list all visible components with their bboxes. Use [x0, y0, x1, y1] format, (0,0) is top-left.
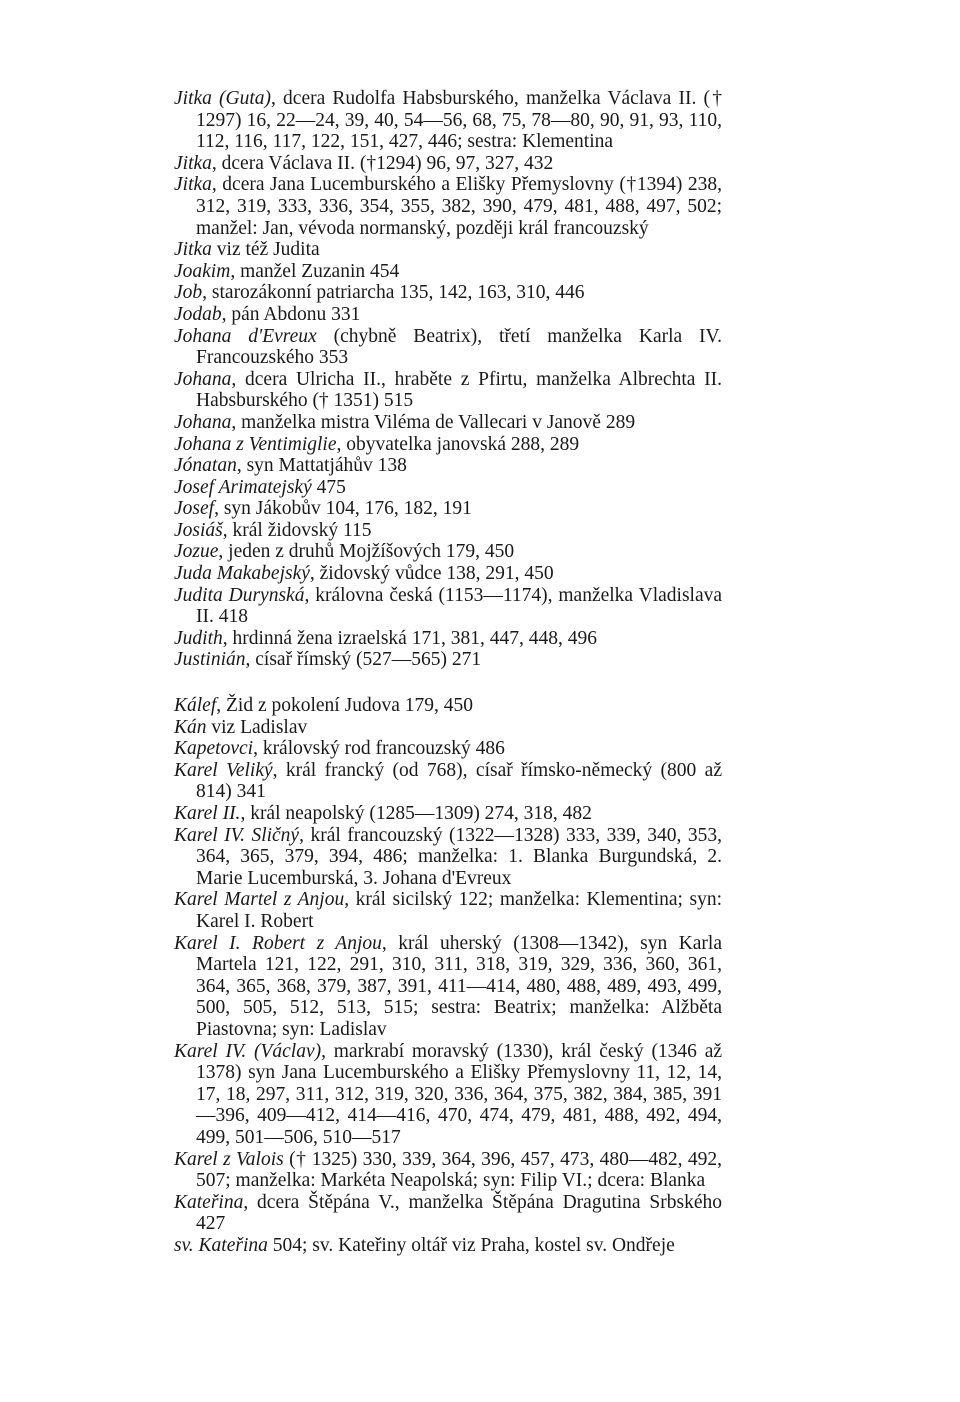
entry-text: , dcera Ulricha II., hraběte z Pfirtu, manželka Albrechta II. Habsburského († 1351) 515: [196, 368, 722, 412]
entry-name: Kán: [174, 716, 207, 738]
entry-name: Karel Veliký: [174, 759, 273, 781]
entry-name: Karel z Valois: [174, 1148, 284, 1170]
entry-text: , syn Jákobův 104, 176, 182, 191: [214, 498, 472, 520]
index-entry: [174, 412, 722, 434]
entry-name: Johana: [174, 368, 232, 390]
entry-name: Josef: [174, 498, 215, 520]
entry-name: Judita Durynská: [174, 584, 305, 606]
entry-name: Justinián: [174, 649, 246, 671]
entry-text: viz též Judita: [211, 239, 320, 261]
entry-text: , dcera Rudolfa Habsburského, manželka Václava II. († 1297) 16, 22—24, 39, 40, 54—56, 68, 75, 78—80, 90, 91, 93, 110, 112, 116, 117, 122, 151, 427, 446; sestra: Klementina: [196, 88, 722, 153]
entry-name: Karel Martel z Anjou: [174, 889, 345, 911]
entry-text: , pán Abdonu 331: [221, 303, 361, 325]
entry-name: Judith: [174, 627, 223, 649]
entry-text: , král uherský (1308—1342), syn Karla Martela 121, 122, 291, 310, 311, 318, 319, 329, 336, 360, 361, 364, 365, 368, 379, 387, 391, 411—414, 480, 488, 489, 493, 499, 500, 505, 512, 513, 515; sestra: Beatrix; manželka: Alžběta Piastovna; syn: Ladislav: [196, 932, 722, 1040]
index-entry: [174, 738, 722, 760]
index-entry: [174, 1041, 722, 1149]
entry-name: Jitka: [174, 174, 212, 196]
index-entry: [174, 153, 722, 175]
entry-name: Juda Makabejský: [174, 563, 310, 585]
entry-text: , král sicilský 122; manželka: Klementina; syn: Karel I. Robert: [196, 889, 722, 932]
entry-name: Karel IV. Sličný: [174, 824, 300, 846]
index-entry: [174, 304, 722, 326]
entry-text: , císař římský (527—565) 271: [245, 649, 482, 671]
index-entry: [174, 889, 722, 932]
index-entry: [174, 563, 722, 585]
index-entry: [174, 585, 722, 628]
entry-text: , starozákonní patriarcha 135, 142, 163, 310, 446: [202, 282, 585, 304]
index-entry: [174, 628, 722, 650]
index-entry: [174, 174, 722, 239]
index-section-k: [174, 695, 722, 1256]
entry-name: Kapetovci: [174, 738, 254, 760]
index-entry: [174, 1192, 722, 1235]
entry-text: , král francouzský (1322—1328) 333, 339, 340, 353, 364, 365, 379, 394, 486; manželka: 1. Blanka Burgundská, 2. Marie Lucemburská, 3. Johana d'Evreux: [196, 824, 722, 889]
index-entry: [174, 695, 722, 717]
entry-text: , dcera Václava II. (†1294) 96, 97, 327, 432: [211, 152, 554, 174]
entry-name: Kálef: [174, 695, 217, 717]
entry-name: Josef Arimatejský: [174, 476, 312, 498]
index-entry: [174, 498, 722, 520]
index-entry: [174, 717, 722, 739]
entry-name: Joakim: [174, 260, 231, 282]
entry-text: , hrdinná žena izraelská 171, 381, 447, 448, 496: [222, 627, 597, 649]
entry-name: Johana: [174, 411, 232, 433]
entry-name: Job: [174, 282, 203, 304]
entry-text: († 1325) 330, 339, 364, 396, 457, 473, 480—482, 492, 507; manželka: Markéta Neapolská; syn: Filip VI.; dcera: Blanka: [196, 1148, 722, 1192]
index-entry: [174, 541, 722, 563]
index-entry: [174, 803, 722, 825]
entry-name: Jitka (Guta): [174, 88, 272, 109]
index-entry: [174, 434, 722, 456]
entry-text: , král francký (od 768), císař římsko-německý (800 až 814) 341: [196, 759, 722, 803]
section-divider: [174, 671, 722, 695]
entry-text: viz Ladislav: [206, 716, 308, 738]
index-entry: [174, 477, 722, 499]
index-entry: [174, 520, 722, 542]
index-entry: [174, 369, 722, 412]
entry-text: , obyvatelka janovská 288, 289: [336, 433, 580, 455]
index-section-j: [174, 88, 722, 671]
entry-text: , markrabí moravský (1330), král český (1346 až 1378) syn Jana Lucemburského a Elišky Přemyslovny 11, 12, 14, 17, 18, 297, 311, 312, 319, 320, 336, 364, 375, 382, 384, 385, 391—396, 409—412, 414—416, 470, 474, 479, 481, 488, 492, 494, 499, 501—506, 510—517: [196, 1040, 723, 1148]
entry-text: (chybně Beatrix), třetí manželka Karla IV. Francouzského 353: [196, 325, 722, 369]
index-entry: [174, 455, 722, 477]
index-entry: [174, 1235, 722, 1257]
entry-text: , dcera Jana Lucemburského a Elišky Přemyslovny (†1394) 238, 312, 319, 333, 336, 354, 355, 382, 390, 479, 481, 488, 497, 502; manžel: Jan, vévoda normanský, později král francouzský: [196, 174, 722, 239]
index-entry: [174, 933, 722, 1041]
entry-name: sv. Kateřina: [174, 1234, 268, 1256]
entry-name: Kateřina: [174, 1191, 244, 1213]
entry-name: Jitka: [174, 239, 212, 261]
entry-text: , královský rod francouzský 486: [253, 738, 505, 760]
entry-text: 475: [311, 476, 346, 498]
entry-text: , manžel Zuzanin 454: [230, 260, 400, 282]
index-entry: [174, 261, 722, 283]
index-entry: [174, 239, 722, 261]
entry-name: Karel I. Robert z Anjou: [174, 932, 382, 954]
entry-name: Jónatan: [174, 455, 237, 477]
entry-name: Karel II.: [174, 803, 241, 824]
entry-name: Jitka: [174, 152, 212, 174]
index-entry: [174, 326, 722, 369]
index-entry: [174, 760, 722, 803]
index-entry: [174, 88, 722, 153]
entry-name: Karel IV. (Václav): [174, 1040, 322, 1062]
entry-text: , syn Mattatjáhův 138: [236, 455, 407, 477]
entry-text: , jeden z druhů Mojžíšových 179, 450: [218, 541, 515, 563]
index-entry: [174, 282, 722, 304]
entry-text: , král neapolský (1285—1309) 274, 318, 482: [240, 803, 592, 824]
entry-name: Johana d'Evreux: [174, 325, 317, 347]
index-entry: [174, 1149, 722, 1192]
entry-text: , židovský vůdce 138, 291, 450: [309, 563, 554, 585]
entry-text: , manželka mistra Viléma de Vallecari v Janově 289: [231, 411, 636, 433]
entry-text: , dcera Štěpána V., manželka Štěpána Dragutina Srbského 427: [196, 1191, 722, 1235]
entry-text: , král židovský 115: [222, 519, 372, 541]
entry-name: Josiáš: [174, 519, 223, 541]
entry-name: Jodab: [174, 303, 222, 325]
entry-text: 504; sv. Kateřiny oltář viz Praha, kostel sv. Ondřeje: [267, 1234, 675, 1256]
entry-name: Jozue: [174, 541, 219, 563]
entry-text: , královna česká (1153—1174), manželka Vladislava II. 418: [196, 584, 723, 628]
entry-name: Johana z Ventimiglie: [174, 433, 337, 455]
index-entry: [174, 649, 722, 671]
index-entry: [174, 825, 722, 890]
index-page: [174, 88, 722, 1256]
entry-text: , Žid z pokolení Judova 179, 450: [216, 695, 473, 717]
